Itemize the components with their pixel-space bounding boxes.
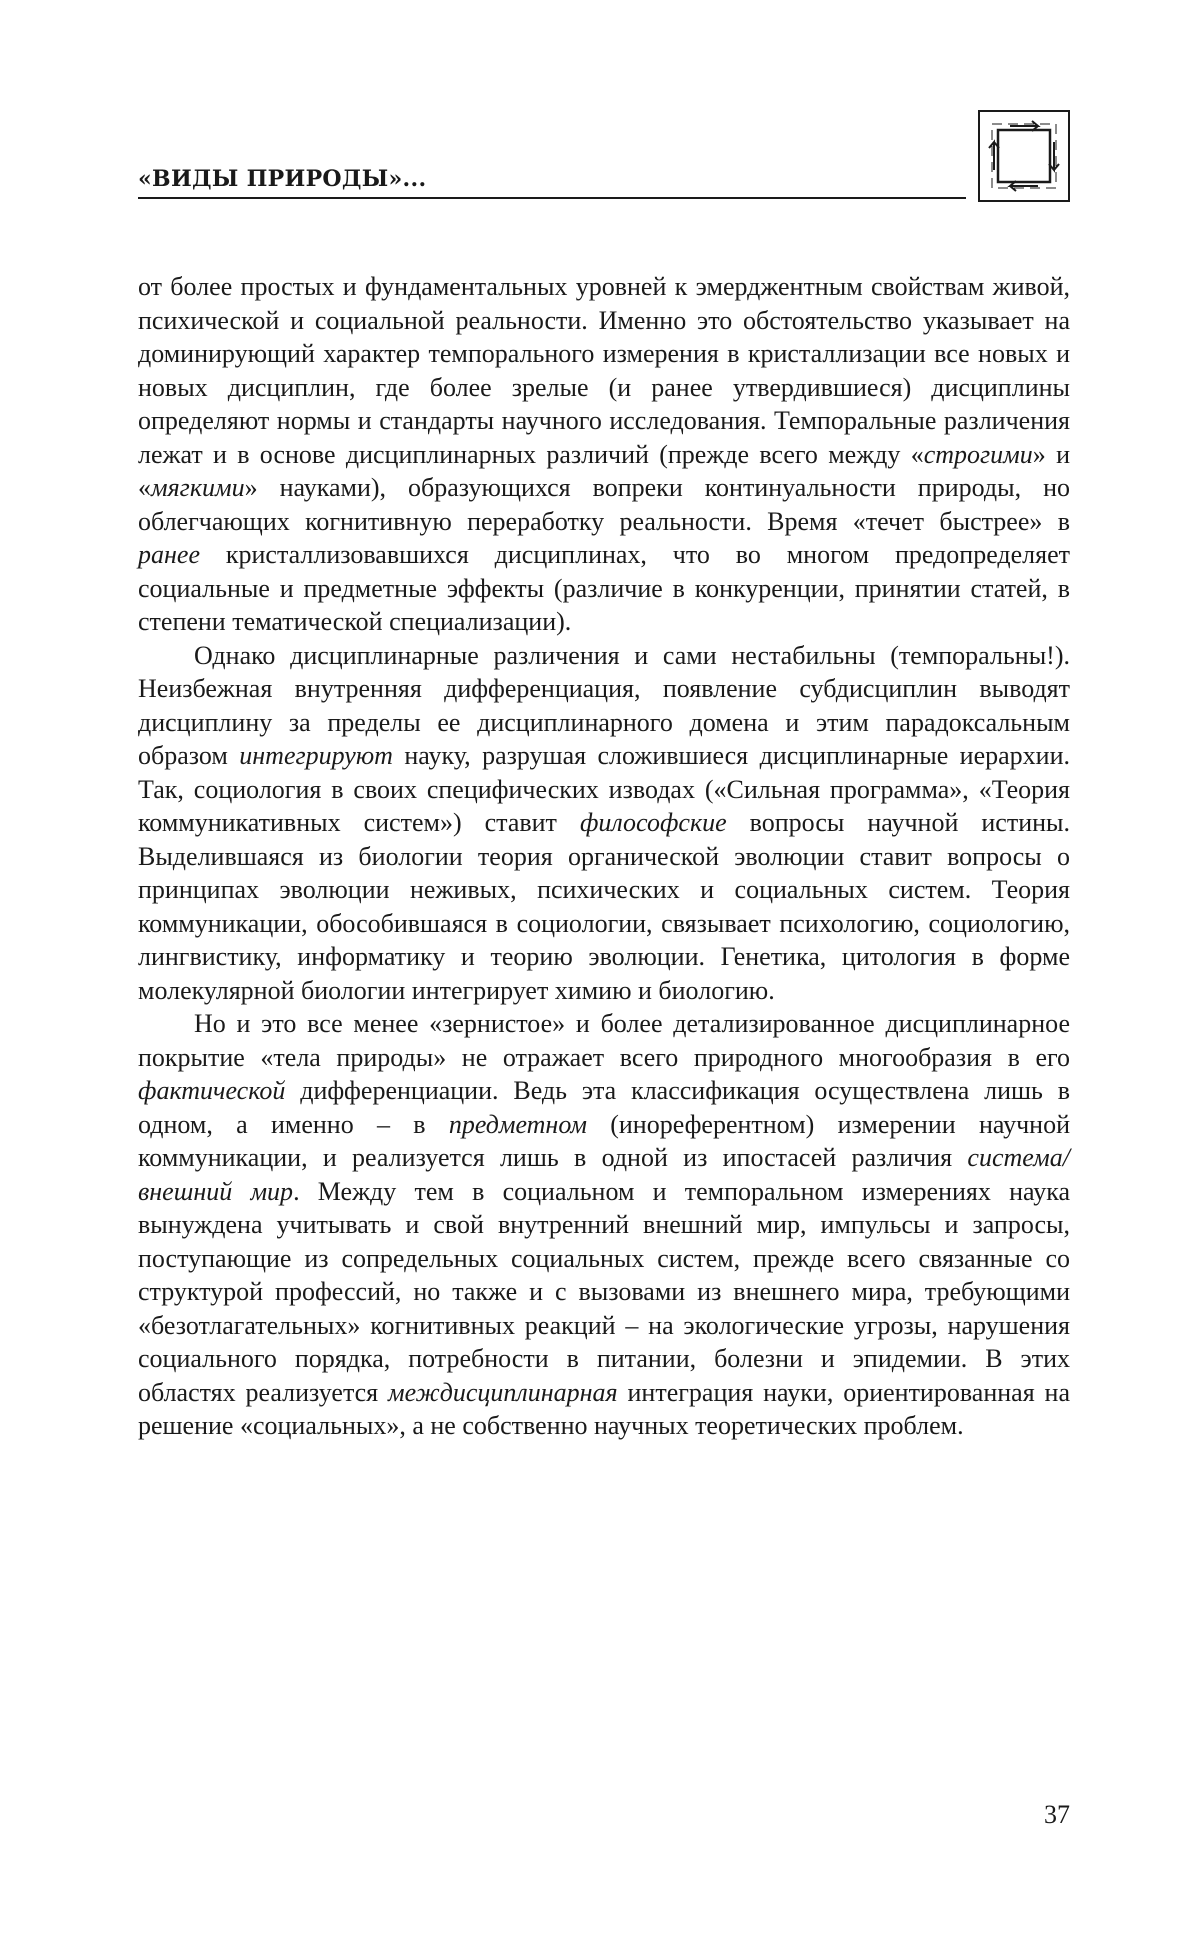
italic-run: система/внешний мир [138, 1143, 1070, 1206]
text-run: Но и это все менее «зернистое» и более детализированное дисциплинарное покрытие «тела природы» не отражает всего природного многообразия в его [138, 1009, 1070, 1072]
body-text [138, 270, 1070, 1443]
text-run: науку, разрушая сложившиеся дисциплинарные иерархии. Так, социология в своих специфических изводах («Сильная программа», «Теория коммуникативных систем») ставит [138, 741, 1070, 837]
italic-run: междисциплинарная [388, 1377, 618, 1407]
text-run: интеграция науки, ориентированная на решение «социальных», а не собственно научных теоретических проблем. [138, 1377, 1070, 1440]
paragraph [138, 639, 1070, 1008]
paragraph [138, 1007, 1070, 1443]
running-head: «ВИДЫ ПРИРОДЫ»... [138, 166, 427, 192]
text-run: от более простых и фундаментальных уровней к эмерджентным свойствам живой, психической и социальной реальности. Именно это обстоятельство указывает на доминирующий характер темпорального измерения в кристаллизации все новых и новых дисциплин, где более зрелые (и ранее утвердившиеся) дисциплины определяют нормы и стандарты научного исследования. Темпоральные различения лежат и в основе дисциплинарных различий (прежде всего между « [138, 272, 1070, 469]
italic-run: философские [579, 808, 727, 837]
header-rule [138, 197, 966, 199]
italic-run: интегрируют [239, 741, 393, 770]
italic-run: предметном [448, 1109, 587, 1139]
text-run: кристаллизовавшихся дисциплинах, что во многом предопределяет социальные и предметные эффекты (различие в конкуренции, принятии статей, в степени тематической специализации). [138, 540, 1070, 636]
text-run: » науками), образующихся вопреки континуальности природы, но облегчающих когнитивную переработку реальности. Время «течет быстрее» в [138, 473, 1070, 536]
italic-run: мягкими [151, 473, 245, 502]
text-run: вопросы научной истины. Выделившаяся из биологии теория органической эволюции ставит вопросы о принципах эволюции неживых, психических и социальных систем. Теория коммуникации, обособившаяся в социологии, связывает психологию, социологию, лингвистику, информатику и теорию эволюции. Генетика, цитология в форме молекулярной биологии интегрирует химию и биологию. [138, 808, 1070, 1005]
page-number: 37 [1044, 1800, 1070, 1829]
italic-run: строгими [923, 439, 1033, 469]
text-run: (инореферентном) измерении научной коммуникации, и реализуется лишь в одной из ипостасей различия [138, 1109, 1070, 1172]
text-run: дифференциации. Ведь эта классификация осуществлена лишь в одном, а именно – в [138, 1076, 1070, 1139]
italic-run: ранее [138, 540, 200, 569]
square-cycle-arrows-icon [978, 110, 1070, 202]
italic-run: фактической [138, 1076, 286, 1105]
paragraph [138, 270, 1070, 639]
text-run: . Между тем в социальном и темпоральном измерениях наука вынуждена учитывать и свой внутренний внешний мир, импульсы и запросы, поступающие из сопредельных социальных систем, прежде всего связанные со структурой профессий, но также и с вызовами из внешнего мира, требующими «безотлагательных» когнитивных реакций – на экологические угрозы, нарушения социального порядка, потребности в питании, болезни и эпидемии. В этих областях реализуется [138, 1176, 1070, 1407]
text-run: Однако дисциплинарные различения и сами нестабильны (темпоральны!). Неизбежная внутренняя дифференциация, появление субдисциплин выводят дисциплину за пределы ее дисциплинарного домена и этим парадоксальным образом [138, 640, 1070, 770]
text-run: » и « [138, 439, 1070, 502]
page-header [138, 110, 1078, 202]
